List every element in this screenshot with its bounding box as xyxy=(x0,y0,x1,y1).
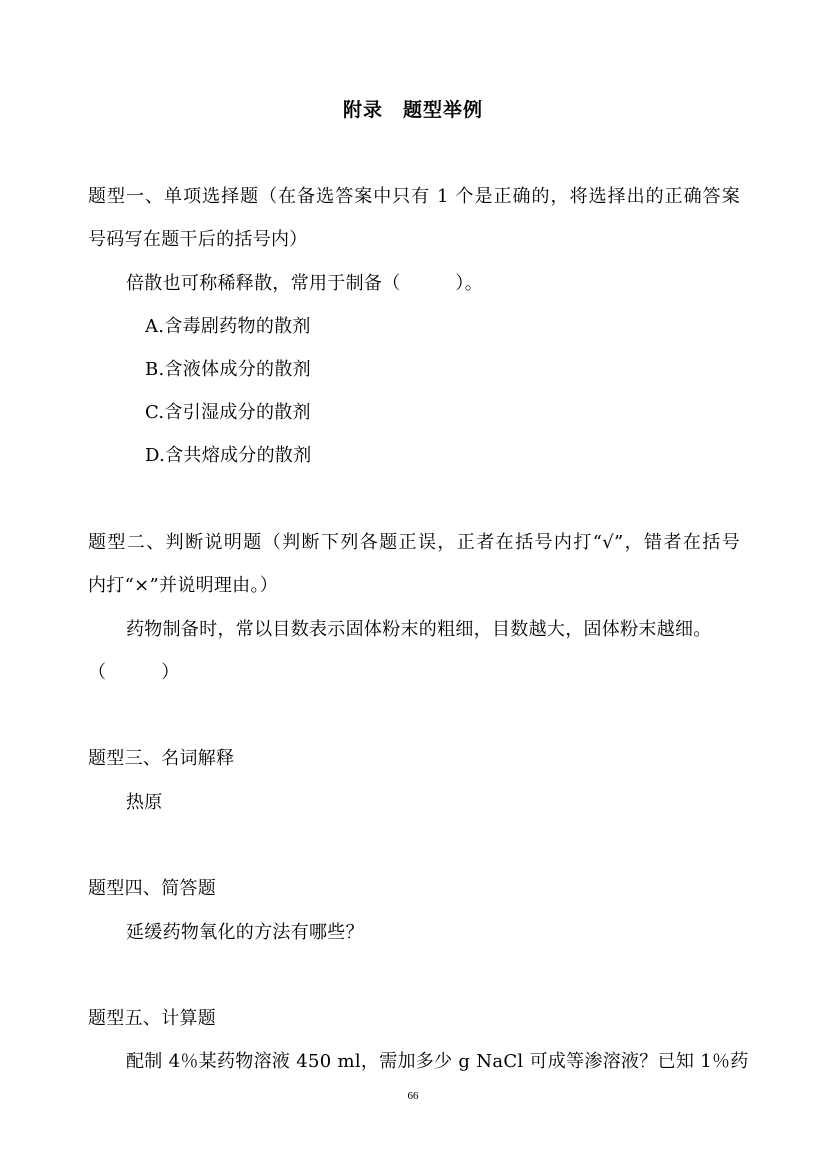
section1-question: 倍散也可称稀释散，常用于制备（ ）。 xyxy=(126,273,483,294)
option-c: C.含引湿成分的散剂 xyxy=(145,402,311,423)
option-d: D.含共熔成分的散剂 xyxy=(145,445,312,466)
section1-heading-line1: 题型一、单项选择题（在备选答案中只有 1 个是正确的，将选择出的正确答案 xyxy=(88,186,740,207)
option-b: B.含液体成分的散剂 xyxy=(145,359,311,380)
section4-question: 延缓药物氧化的方法有哪些？ xyxy=(126,922,364,943)
section5-heading: 题型五、计算题 xyxy=(88,1008,217,1029)
section4-heading: 题型四、简答题 xyxy=(88,878,217,899)
section2-question-line2: （ ） xyxy=(88,662,180,683)
section2-question-line1: 药物制备时，常以目数表示固体粉末的粗细，目数越大，固体粉末越细。 xyxy=(126,619,712,640)
section3-question: 热原 xyxy=(126,792,163,813)
section3-heading: 题型三、名词解释 xyxy=(88,748,235,769)
section5-question: 配制 4％某药物溶液 450 ml，需加多少 g NaCl 可成等渗溶液？已知 1％药 xyxy=(126,1051,749,1072)
page-title: 附录 题型举例 xyxy=(342,99,484,121)
option-a: A.含毒剧药物的散剂 xyxy=(145,316,311,337)
page-number: 66 xyxy=(407,1090,419,1102)
section1-heading-line2: 号码写在题干后的括号内） xyxy=(88,229,308,250)
section2-heading-line1: 题型二、判断说明题（判断下列各题正误，正者在括号内打“√”，错者在括号 xyxy=(88,532,740,553)
section2-heading-line2: 内打“×”并说明理由。） xyxy=(88,575,279,596)
